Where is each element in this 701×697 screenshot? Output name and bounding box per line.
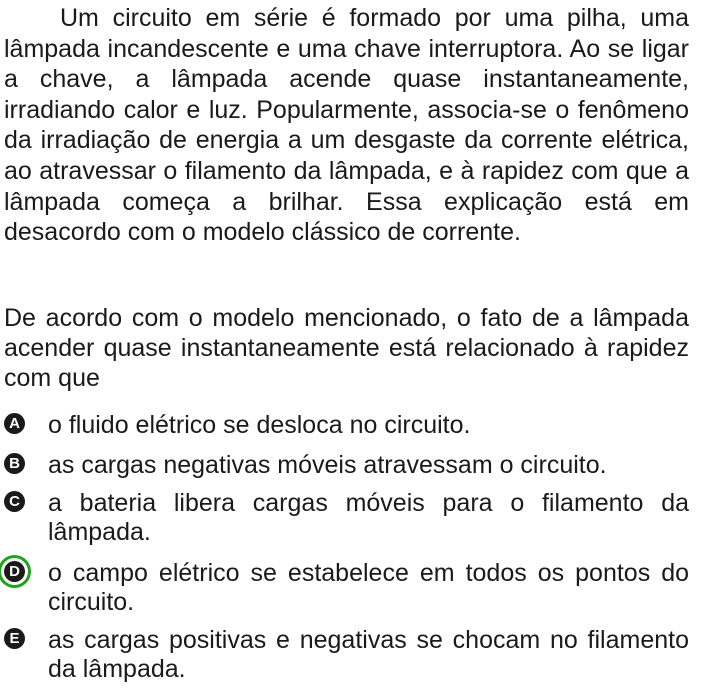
option-c-text: a bateria libera cargas móveis para o filamento da lâmpada.	[48, 489, 689, 546]
option-e-text: as cargas positivas e negativas se chocam no filamento da lâmpada.	[48, 626, 689, 683]
option-d-letter-badge-selected: D	[4, 561, 25, 582]
option-c-letter-badge: C	[4, 491, 25, 512]
option-b-text: as cargas negativas móveis atravessam o circuito.	[48, 451, 607, 479]
option-e-letter-badge: E	[4, 628, 25, 649]
option-b-letter-badge: B	[4, 453, 25, 474]
option-a-text: o fluido elétrico se desloca no circuito.	[48, 411, 471, 439]
question-prompt: De acordo com o modelo mencionado, o fato de a lâmpada acender quase instantaneamente está relacionado à rapidez com que	[4, 304, 689, 392]
question-stem: Um circuito em série é formado por uma pilha, uma lâmpada incandescente e uma chave interruptora. Ao se ligar a chave, a lâmpada acende quase instantaneamente, irradiando calor e luz. Popularmente, associa-se o fenômeno da irradiação de energia a um desgaste da corrente elétrica, ao atravessar o filamento da lâmpada, e à rapidez com que a lâmpada começa a brilhar. Essa explicação está em desacordo com o modelo clássico de corrente.	[4, 4, 689, 247]
option-d-text: o campo elétrico se estabelece em todos os pontos do circuito.	[48, 559, 689, 616]
option-a-letter-badge: A	[4, 413, 25, 434]
